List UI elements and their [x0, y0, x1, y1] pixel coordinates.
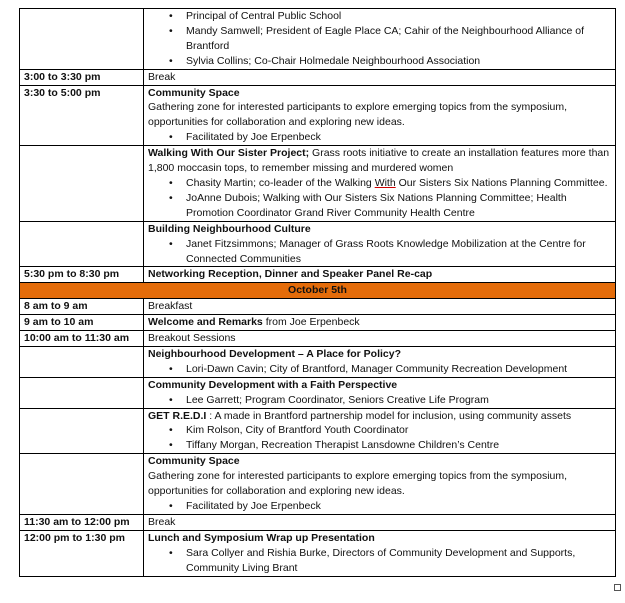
event-cell	[144, 221, 616, 267]
table-row	[20, 331, 616, 347]
time-cell: 11:30 am to 12:00 pm	[20, 514, 144, 530]
table-row	[20, 530, 616, 576]
list-item: • Tiffany Morgan, Recreation Therapist Lansdowne Children’s Centre	[186, 438, 611, 453]
event-cell	[144, 315, 616, 331]
table-row	[20, 267, 616, 283]
session-title: Lunch and Symposium Wrap up Presentation	[148, 531, 375, 544]
session-description: Gathering zone for interested participants to explore emerging topics from the symposium, opportunities for collaboration and exploring new ideas.	[148, 470, 568, 498]
time-cell	[20, 9, 144, 70]
table-row	[20, 9, 616, 70]
session-title: Welcome and Remarks	[148, 316, 263, 329]
session-description: from Joe Erpenbeck	[262, 316, 360, 329]
table-row	[20, 377, 616, 408]
session-title: Building Neighbourhood Culture	[148, 222, 311, 235]
time-cell: 5:30 pm to 8:30 pm	[20, 267, 144, 283]
event-cell: Break	[144, 514, 616, 530]
time-cell: 10:00 am to 11:30 am	[20, 331, 144, 347]
table-row	[20, 408, 616, 454]
time-cell	[20, 454, 144, 515]
table-row	[20, 454, 616, 515]
session-description: Gathering zone for interested participants to explore emerging topics from the symposium, opportunities for collaboration and exploring new ideas.	[148, 101, 568, 129]
session-description: Grass roots initiative to create an installation features more than 1,800 moccasin tops, to remember missing and murdered women	[148, 147, 610, 175]
table-row	[20, 85, 616, 146]
item-text-underlined: With	[374, 176, 396, 189]
event-cell: Breakout Sessions	[144, 331, 616, 347]
event-cell: Networking Reception, Dinner and Speaker Panel Re-cap	[144, 267, 616, 283]
event-cell	[144, 85, 616, 146]
table-row	[20, 315, 616, 331]
session-title: GET R.E.D.I	[148, 409, 207, 422]
session-title: Community Space	[148, 455, 240, 468]
session-title: Community Space	[148, 86, 240, 99]
session-description: : A made in Brantford partnership model for inclusion, using community assets	[206, 409, 572, 422]
table-row	[20, 146, 616, 222]
list-item: • Lori-Dawn Cavin; City of Brantford, Manager Community Recreation Development	[186, 362, 611, 377]
time-cell	[20, 146, 144, 222]
time-cell	[20, 346, 144, 377]
list-item: • Sara Collyer and Rishia Burke, Directors of Community Development and Supports, Community Living Brant	[186, 546, 611, 576]
list-item: • JoAnne Dubois; Walking with Our Sisters Six Nations Planning Committee; Health Promotion Coordinator Grand River Community Health Centre	[186, 191, 611, 221]
item-text: Sylvia Collins; Co-Chair Holmedale Neighbourhood Association	[186, 54, 481, 67]
event-cell: Break	[144, 69, 616, 85]
item-text: Principal of Central Public School	[186, 10, 342, 22]
list-item	[186, 24, 611, 54]
time-cell: 8 am to 9 am	[20, 299, 144, 315]
table-row	[20, 514, 616, 530]
time-cell	[20, 377, 144, 408]
date-heading: October 5th	[20, 283, 616, 299]
list-item	[186, 9, 611, 24]
table-resize-handle[interactable]	[614, 584, 621, 591]
date-row	[20, 283, 616, 299]
session-title: Walking With Our Sister Project;	[148, 147, 310, 160]
table-row	[20, 299, 616, 315]
item-text: Mandy Samwell; President of Eagle Place CA; Cahir of the Neighbourhood Alliance of Brantford	[186, 24, 585, 52]
time-cell: 3:00 to 3:30 pm	[20, 69, 144, 85]
list-item	[186, 54, 611, 69]
time-cell	[20, 408, 144, 454]
list-item: • Lee Garrett; Program Coordinator, Seniors Creative Life Program	[186, 393, 611, 408]
event-cell	[144, 146, 616, 222]
session-title: Community Development with a Faith Perspective	[148, 378, 398, 391]
event-cell	[144, 408, 616, 454]
time-cell: 9 am to 10 am	[20, 315, 144, 331]
time-cell	[20, 221, 144, 267]
list-item	[186, 176, 611, 191]
event-cell	[144, 346, 616, 377]
list-item: • Janet Fitzsimmons; Manager of Grass Roots Knowledge Mobilization at the Centre for Connected Communities	[186, 237, 611, 267]
time-cell: 3:30 to 5:00 pm	[20, 85, 144, 146]
item-text: Our Sisters Six Nations Planning Committee.	[395, 176, 608, 189]
table-row	[20, 346, 616, 377]
time-cell: 12:00 pm to 1:30 pm	[20, 530, 144, 576]
event-cell	[144, 530, 616, 576]
table-row	[20, 221, 616, 267]
event-cell	[144, 9, 616, 70]
event-cell	[144, 454, 616, 515]
list-item: • Facilitated by Joe Erpenbeck	[186, 130, 611, 145]
item-text: Chasity Martin; co-leader of the Walking	[186, 176, 375, 189]
event-cell	[144, 377, 616, 408]
table-row	[20, 69, 616, 85]
session-title: Neighbourhood Development – A Place for Policy?	[148, 347, 402, 360]
schedule-table	[19, 8, 616, 577]
list-item: • Facilitated by Joe Erpenbeck	[186, 499, 611, 514]
event-cell: Breakfast	[144, 299, 616, 315]
list-item: • Kim Rolson, City of Brantford Youth Coordinator	[186, 423, 611, 438]
